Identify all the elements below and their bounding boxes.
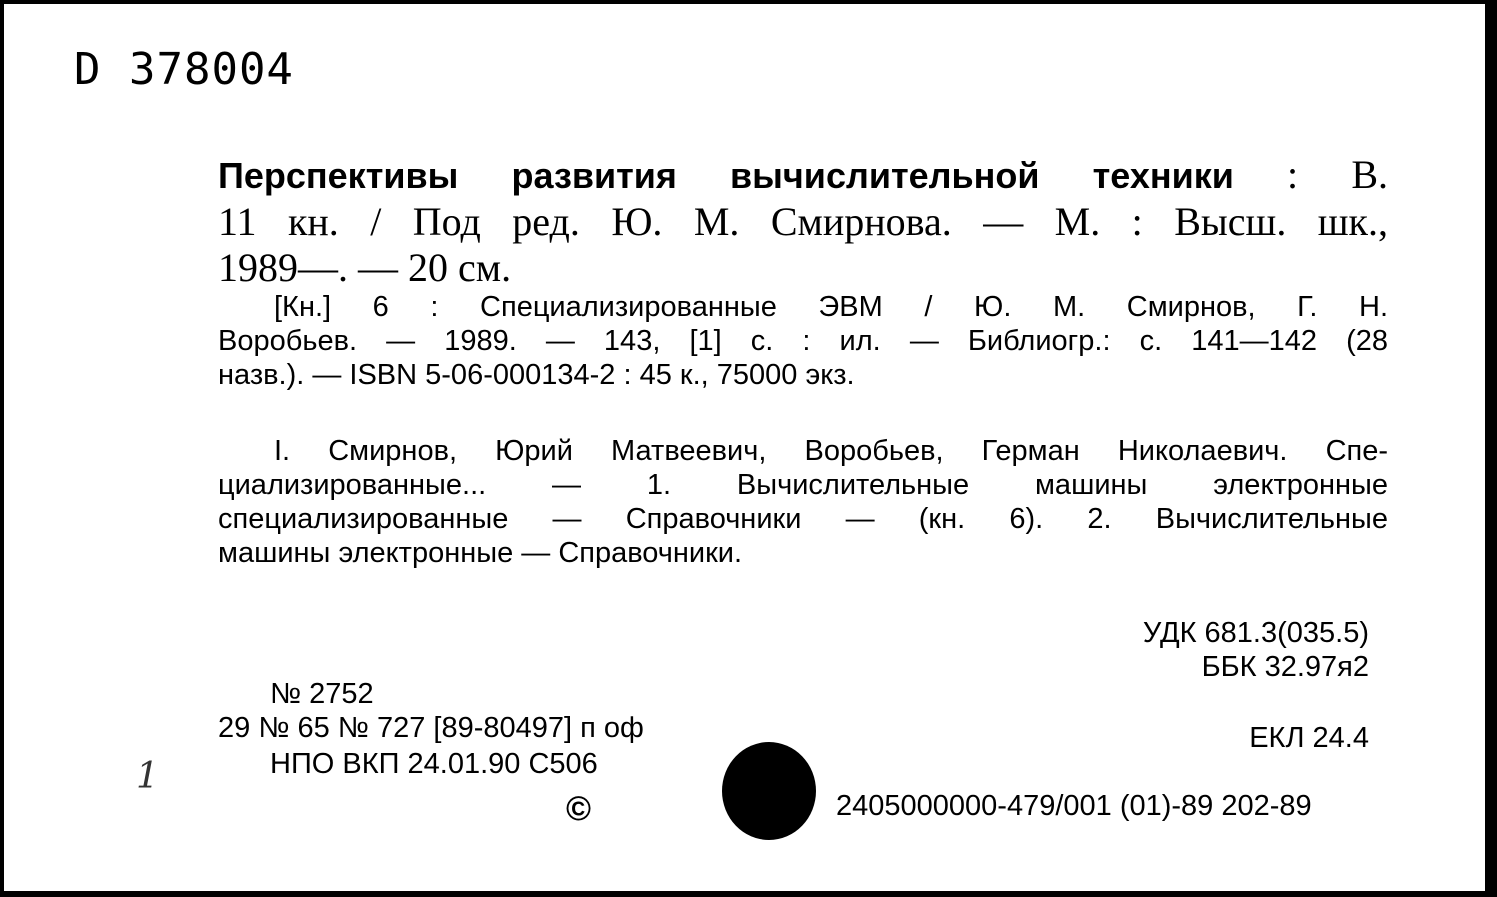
title-line-3: 1989—. — 20 см. (218, 245, 512, 290)
isbn-code: 2405000000-479/001 (01)-89 202-89 (836, 790, 1312, 822)
title-block (218, 152, 1388, 291)
bbk-code: ББК 32.97я2 (1201, 651, 1369, 683)
subjects-line-3: специализированные — Справочники — (кн. 6). 2. Вычислительные (218, 503, 1388, 535)
subjects-block (218, 434, 1388, 570)
subjects-line-4: машины электронные — Справочники. (218, 537, 743, 569)
title-line-1-rest: : В. (1287, 152, 1389, 197)
subjects-line-1: I. Смирнов, Юрий Матвеевич, Воробьев, Герман Николаевич. Спе- (274, 435, 1388, 467)
volume-block (218, 290, 1388, 392)
title-line-2: 11 кн. / Под ред. Ю. М. Смирнова. — М. : Высш. шк., (218, 199, 1388, 244)
handwritten-mark: 1 (136, 756, 159, 797)
title-bold: Перспективы развития вычислительной техники (218, 155, 1234, 196)
print-info: 29 № 65 № 727 [89-80497] п оф (218, 712, 644, 744)
volume-line-3: назв.). — ISBN 5-06-000134-2 : 45 к., 75000 экз. (218, 359, 855, 391)
order-number: № 2752 (270, 678, 374, 710)
copyright-mark: © (566, 790, 592, 828)
volume-line-1: [Кн.] 6 : Специализированные ЭВМ / Ю. М. Смирнов, Г. Н. (274, 291, 1388, 323)
npo-info: НПО ВКП 24.01.90 С506 (270, 748, 598, 780)
subjects-line-2: циализированные... — 1. Вычислительные машины электронные (218, 469, 1388, 501)
title-line-1 (218, 152, 1388, 199)
volume-line-2: Воробьев. — 1989. — 143, [1] с. : ил. — Библиогр.: с. 141—142 (28 (218, 325, 1388, 357)
ekl-code: ЕКЛ 24.4 (1249, 722, 1369, 754)
catalog-code: D 378004 (74, 44, 294, 95)
ink-blot (722, 742, 816, 840)
udk-code: УДК 681.3(035.5) (1142, 617, 1369, 649)
classification (1143, 616, 1369, 684)
